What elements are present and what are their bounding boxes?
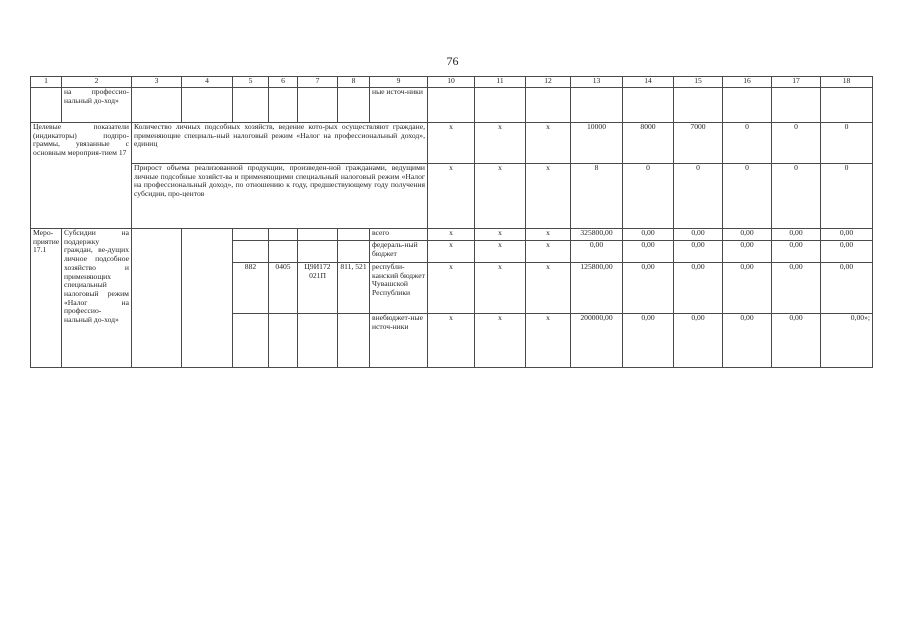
- funding-value: x: [428, 263, 475, 314]
- cell: [338, 314, 370, 368]
- indicators-label: Целевые показатели (индикаторы) подпро-граммы, увязанные с основным мероприя-тием 17: [31, 123, 132, 229]
- funding-value: x: [526, 241, 571, 263]
- cell: [623, 88, 674, 123]
- cell: [298, 88, 338, 123]
- cell: [571, 88, 623, 123]
- indicator-value: x: [475, 164, 526, 229]
- funding-value: 0,00: [571, 241, 623, 263]
- funding-value: 0,00: [674, 314, 723, 368]
- column-header: 14: [623, 77, 674, 88]
- column-header: 9: [370, 77, 428, 88]
- cell: [269, 314, 298, 368]
- column-header: 10: [428, 77, 475, 88]
- cell: [269, 229, 298, 241]
- indicator-value: x: [526, 123, 571, 164]
- funding-value: 325800,00: [571, 229, 623, 241]
- funding-row: [31, 229, 873, 241]
- indicator-text: Прирост объема реализованной продукции, произведен-ной гражданами, ведущими личные подсобные хозяйст-ва и применяющими специальный налоговый режим «Налог на профессиональный доход», по отношению к году, предшествующему году получения субсидии, про-центов: [132, 164, 428, 229]
- column-header: 12: [526, 77, 571, 88]
- funding-value: x: [526, 314, 571, 368]
- measure-description: Субсидии на поддержку граждан, ве-дущих личное подсобное хозяйство и применяющих специальный налоговый режим «Налог на профессио-нальный до-ход»: [62, 229, 132, 368]
- column-header: 17: [772, 77, 821, 88]
- cell: [298, 241, 338, 263]
- funding-value: 0,00: [623, 241, 674, 263]
- funding-value: 0,00: [772, 314, 821, 368]
- funding-value: x: [475, 263, 526, 314]
- indicator-value: 8000: [623, 123, 674, 164]
- cell: [31, 88, 62, 123]
- indicator-value: x: [475, 123, 526, 164]
- budget-code: 882: [233, 263, 269, 314]
- funding-value: 0,00: [772, 241, 821, 263]
- funding-value: 0,00: [674, 241, 723, 263]
- funding-value: x: [526, 229, 571, 241]
- funding-value: 0,00»;: [821, 314, 873, 368]
- carry-over-source: ные источ-ники: [370, 88, 428, 123]
- budget-code: Ц9И172 021П: [298, 263, 338, 314]
- column-header: 11: [475, 77, 526, 88]
- column-header: 18: [821, 77, 873, 88]
- indicator-value: x: [428, 123, 475, 164]
- budget-code: 811, 521: [338, 263, 370, 314]
- cell: [526, 88, 571, 123]
- column-header: 3: [132, 77, 182, 88]
- cell: [182, 88, 233, 123]
- indicator-value: 10000: [571, 123, 623, 164]
- cell: [233, 88, 269, 123]
- indicator-value: 7000: [674, 123, 723, 164]
- cell: [338, 229, 370, 241]
- indicator-value: 0: [723, 123, 772, 164]
- column-header: 8: [338, 77, 370, 88]
- funding-value: 0,00: [723, 314, 772, 368]
- indicator-row: [31, 164, 873, 229]
- funding-value: 0,00: [772, 229, 821, 241]
- measure-name: Меро-приятие 17.1: [31, 229, 62, 368]
- indicator-value: 0: [772, 164, 821, 229]
- cell: [182, 229, 233, 368]
- funding-source: республи-канский бюджет Чувашской Республики: [370, 263, 428, 314]
- funding-source: федераль-ный бюджет: [370, 241, 428, 263]
- indicator-row: [31, 123, 873, 164]
- cell: [723, 88, 772, 123]
- carry-over-description: на профессио-нальный до-ход»: [62, 88, 132, 123]
- cell: [132, 229, 182, 368]
- indicator-value: 0: [674, 164, 723, 229]
- column-header: 2: [62, 77, 132, 88]
- column-header: 13: [571, 77, 623, 88]
- indicator-value: 8: [571, 164, 623, 229]
- funding-value: x: [475, 314, 526, 368]
- cell: [298, 314, 338, 368]
- column-header: 16: [723, 77, 772, 88]
- funding-value: 200000,00: [571, 314, 623, 368]
- funding-value: x: [526, 263, 571, 314]
- cell: [298, 229, 338, 241]
- funding-value: 0,00: [723, 241, 772, 263]
- page-number: 76: [446, 54, 459, 68]
- indicator-value: x: [428, 164, 475, 229]
- cell: [772, 88, 821, 123]
- funding-value: 0,00: [674, 263, 723, 314]
- funding-value: 0,00: [674, 229, 723, 241]
- cell: [338, 241, 370, 263]
- column-header: 5: [233, 77, 269, 88]
- column-header-row: [31, 77, 873, 88]
- funding-value: x: [428, 314, 475, 368]
- indicator-value: x: [526, 164, 571, 229]
- cell: [233, 229, 269, 241]
- funding-value: 0,00: [723, 229, 772, 241]
- budget-code: 0405: [269, 263, 298, 314]
- indicator-text: Количество личных подсобных хозяйств, ведение кото-рых осуществляют граждане, применяющие специаль-ный налоговый режим «Налог на профессиональный доход», единиц: [132, 123, 428, 164]
- column-header: 1: [31, 77, 62, 88]
- funding-value: x: [475, 229, 526, 241]
- cell: [233, 314, 269, 368]
- budget-table: [30, 76, 873, 368]
- column-header: 6: [269, 77, 298, 88]
- funding-value: 0,00: [821, 263, 873, 314]
- indicator-value: 0: [772, 123, 821, 164]
- indicator-value: 0: [821, 164, 873, 229]
- funding-value: 0,00: [772, 263, 821, 314]
- indicator-value: 0: [623, 164, 674, 229]
- cell: [269, 241, 298, 263]
- carry-over-row: [31, 88, 873, 123]
- column-header: 15: [674, 77, 723, 88]
- cell: [269, 88, 298, 123]
- funding-value: 0,00: [623, 263, 674, 314]
- funding-value: x: [428, 229, 475, 241]
- funding-value: 0,00: [723, 263, 772, 314]
- funding-value: 125800,00: [571, 263, 623, 314]
- cell: [132, 88, 182, 123]
- column-header: 4: [182, 77, 233, 88]
- funding-value: x: [428, 241, 475, 263]
- indicator-value: 0: [723, 164, 772, 229]
- indicator-value: 0: [821, 123, 873, 164]
- cell: [475, 88, 526, 123]
- cell: [674, 88, 723, 123]
- funding-source: всего: [370, 229, 428, 241]
- cell: [428, 88, 475, 123]
- cell: [821, 88, 873, 123]
- funding-value: 0,00: [821, 229, 873, 241]
- funding-value: x: [475, 241, 526, 263]
- funding-value: 0,00: [821, 241, 873, 263]
- column-header: 7: [298, 77, 338, 88]
- funding-value: 0,00: [623, 314, 674, 368]
- cell: [338, 88, 370, 123]
- funding-source: внебюджет-ные источ-ники: [370, 314, 428, 368]
- funding-value: 0,00: [623, 229, 674, 241]
- cell: [233, 241, 269, 263]
